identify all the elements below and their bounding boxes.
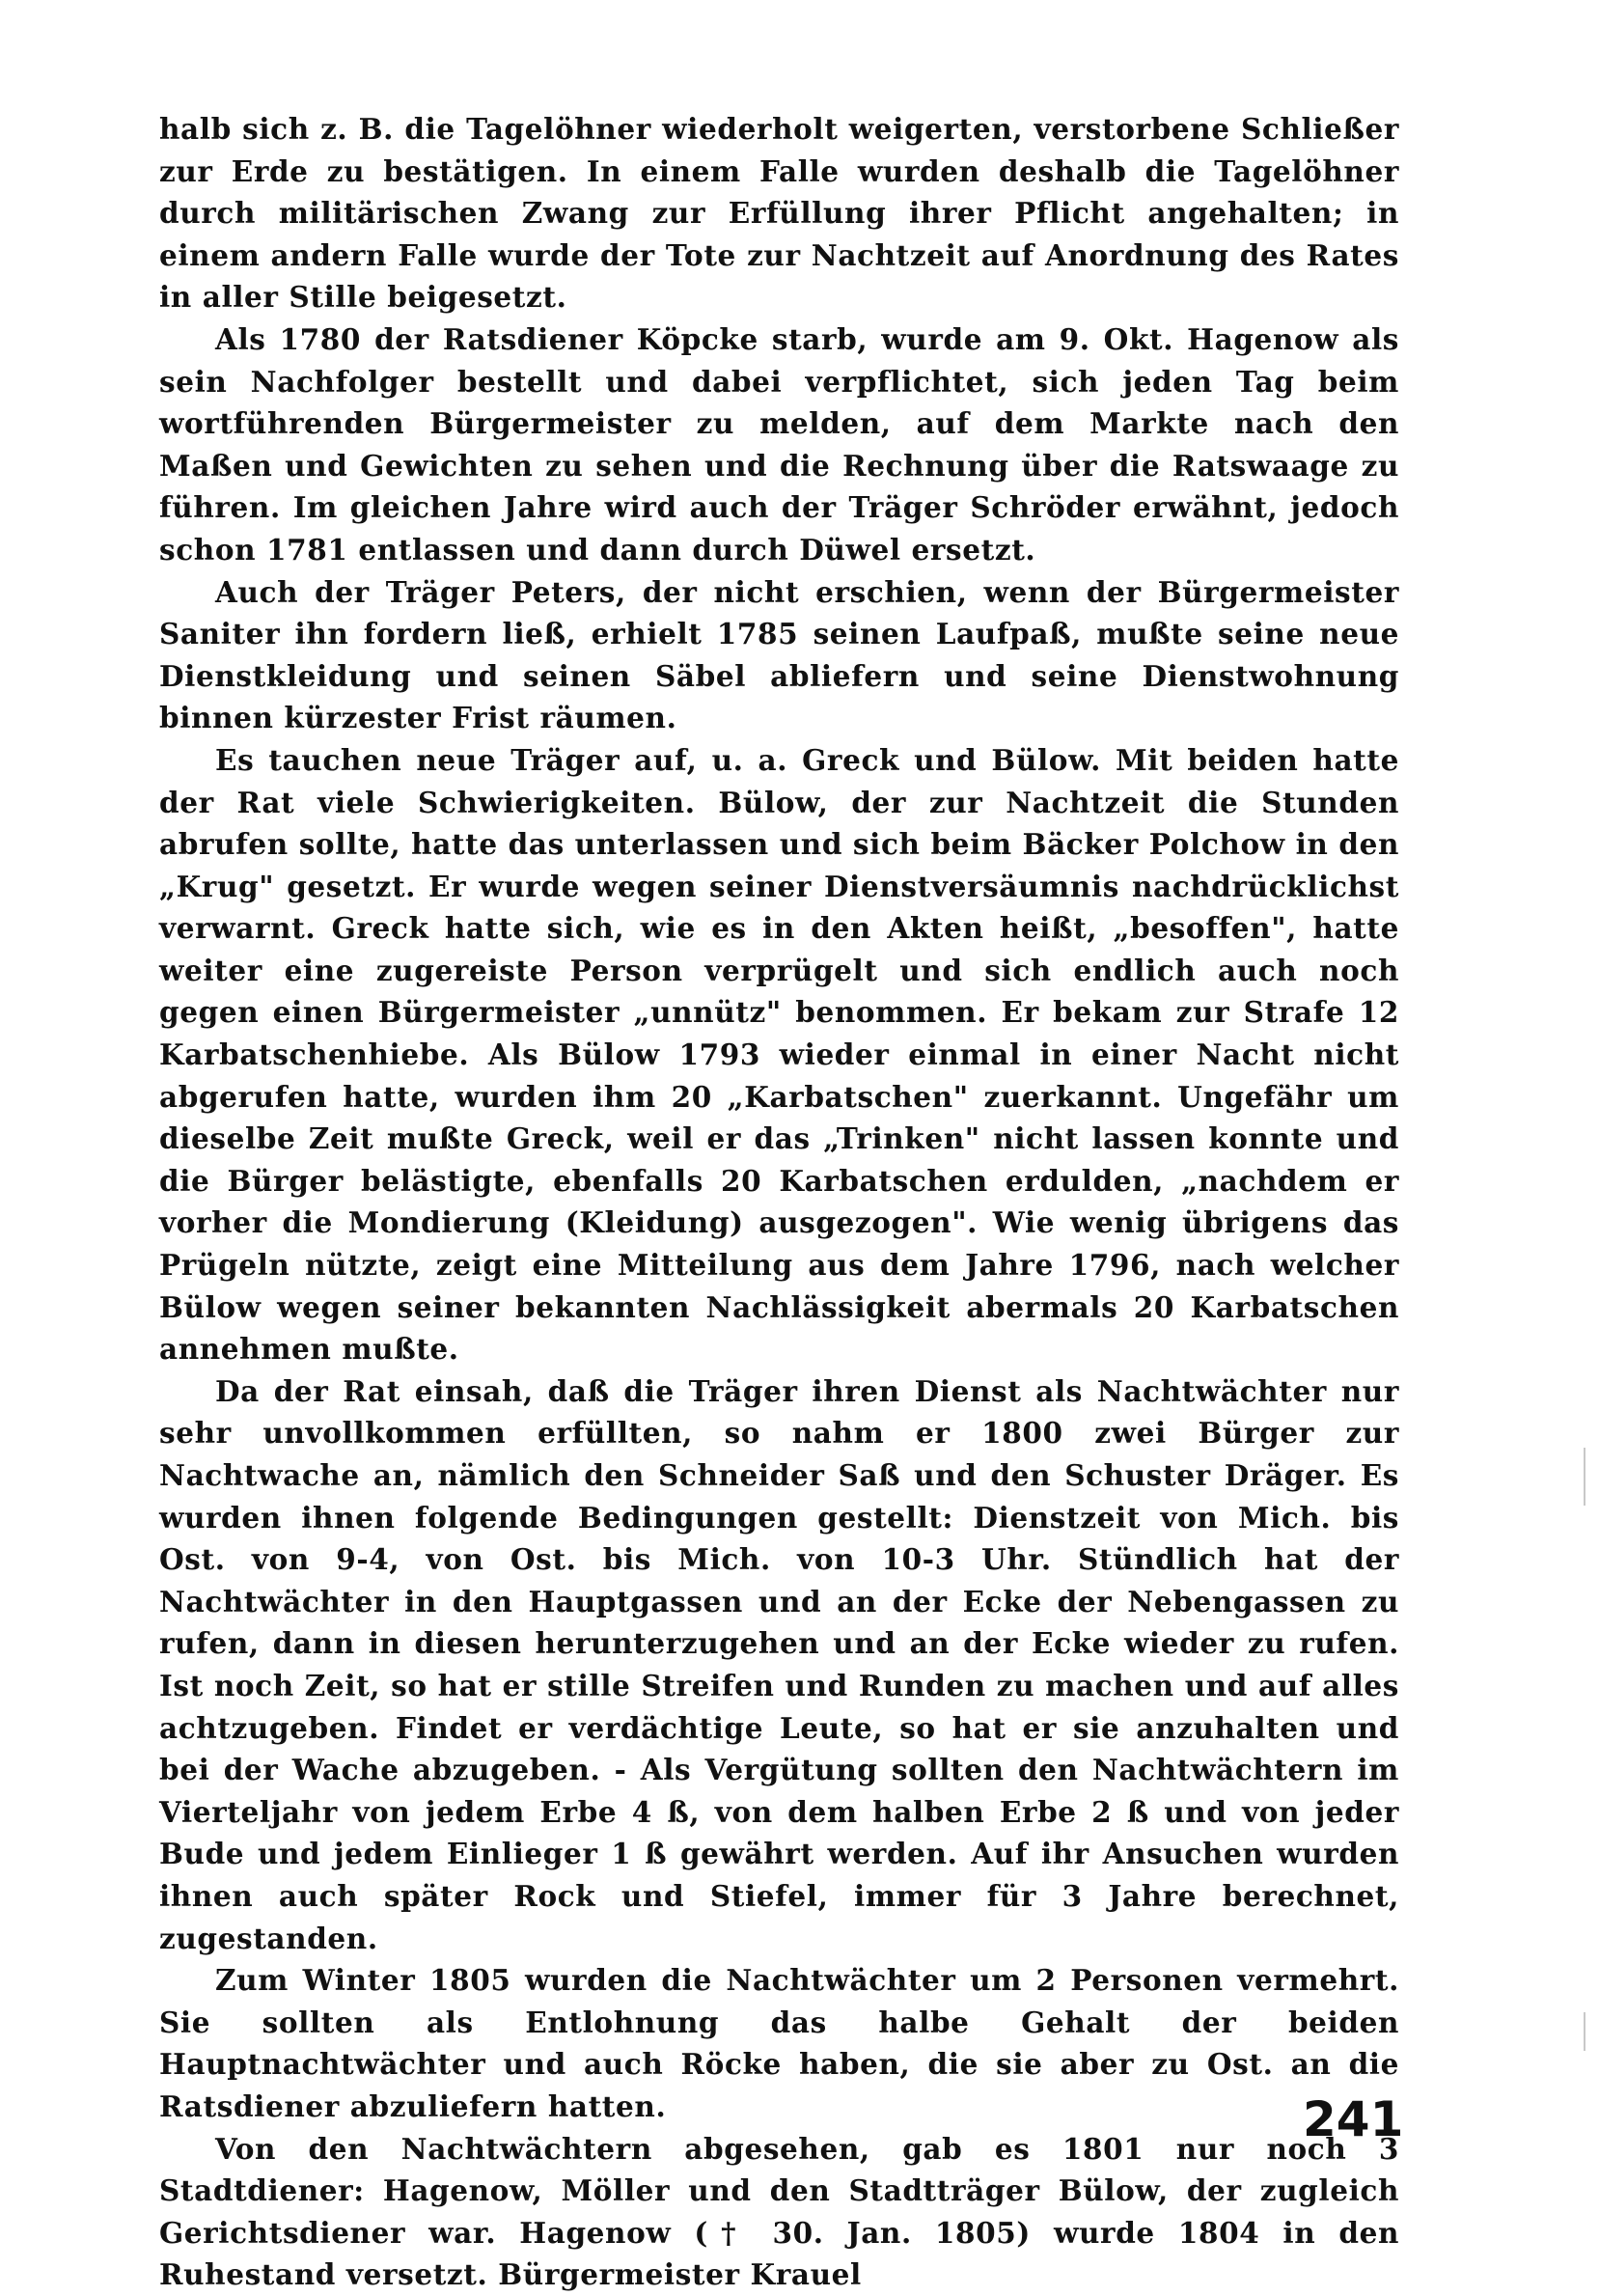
- paragraph-ratsdiener: Als 1780 der Ratsdiener Köpcke starb, wurde am 9. Okt. Hagenow als sein Nachfolger bestellt und dabei verpflichtet, sich jeden Tag beim wortführenden Bürgermeister zu melden, auf dem Markte nach den Maßen und Gewichten zu sehen und die Rechnung über die Ratswaage zu führen. Im gleichen Jahre wird auch der Träger Schröder erwähnt, jedoch schon 1781 entlassen und dann durch Düwel ersetzt.: [159, 321, 1399, 567]
- paragraph-greck-buelow: Es tauchen neue Träger auf, u. a. Greck und Bülow. Mit beiden hatte der Rat viele Schwierigkeiten. Bülow, der zur Nachtzeit die Stunden abrufen sollte, hatte das unterlassen und sich beim Bäcker Polchow in den „Krug" gesetzt. Er wurde wegen seiner Dienstversäumnis nachdrücklichst verwarnt. Greck hatte sich, wie es in den Akten heißt, „besoffen", hatte weiter eine zugereiste Person verprügelt und sich endlich auch noch gegen einen Bürgermeister „unnütz" benommen. Er bekam zur Strafe 12 Karbatschenhiebe. Als Bülow 1793 wieder einmal in einer Nacht nicht abgerufen hatte, wurden ihm 20 „Karbatschen" zuerkannt. Ungefähr um dieselbe Zeit mußte Greck, weil er das „Trinken" nicht lassen konnte und die Bürger belästigte, ebenfalls 20 Karbatschen erdulden, „nachdem er vorher die Mondierung (Kleidung) ausgezogen". Wie wenig übrigens das Prügeln nützte, zeigt eine Mitteilung aus dem Jahre 1796, nach welcher Bülow wegen seiner bekannten Nachlässigkeit abermals 20 Karbatschen annehmen mußte.: [159, 742, 1399, 1367]
- paragraph-stadtdiener: Von den Nachtwächtern abgesehen, gab es 1801 nur noch 3 Stadtdiener: Hagenow, Möller und den Stadtträger Bülow, der zugleich Gerichtsdiener war. Hagenow († 30. Jan. 1805) wurde 1804 in den Ruhestand versetzt. Bürgermeister Krauel: [159, 2131, 1399, 2292]
- paragraph-winter-1805: Zum Winter 1805 wurden die Nachtwächter um 2 Personen vermehrt. Sie sollten als Entlohnung das halbe Gehalt der beiden Hauptnachtwächter und auch Röcke haben, die sie aber zu Ost. an die Ratsdiener abzuliefern hatten.: [159, 1963, 1399, 2123]
- paragraph-peters: Auch der Träger Peters, der nicht erschien, wenn der Bürgermeister Saniter ihn fordern ließ, erhielt 1785 seinen Laufpaß, mußte seine neue Dienstkleidung und seinen Säbel abliefern und seine Dienstwohnung binnen kürzester Frist räumen.: [159, 574, 1399, 735]
- page-number: 241: [1303, 2091, 1404, 2147]
- paragraph-continuation: halb sich z. B. die Tagelöhner wiederholt weigerten, verstorbene Schließer zur Erde zu bestätigen. In einem Falle wurden deshalb die Tagelöhner durch militärischen Zwang zur Erfüllung ihrer Pflicht angehalten; in einem andern Falle wurde der Tote zur Nachtzeit auf Anordnung des Rates in aller Stille beigesetzt.: [159, 112, 1399, 315]
- scan-edge-mark: [1584, 1448, 1585, 1506]
- paragraph-nachtwache: Da der Rat einsah, daß die Träger ihren Dienst als Nachtwächter nur sehr unvollkommen erfüllten, so nahm er 1800 zwei Bürger zur Nachtwache an, nämlich den Schneider Saß und den Schuster Dräger. Es wurden ihnen folgende Bedingungen gestellt: Dienstzeit von Mich. bis Ost. von 9-4, von Ost. bis Mich. von 10-3 Uhr. Stündlich hat der Nachtwächter in den Hauptgassen und an der Ecke der Nebengassen zu rufen, dann in diesen herunterzugehen und an der Ecke wieder zu rufen. Ist noch Zeit, so hat er stille Streifen und Runden zu machen und auf alles achtzugeben. Findet er verdächtige Leute, so hat er sie anzuhalten und bei der Wache abzugeben. - Als Vergütung sollten den Nachtwächtern im Vierteljahr von jedem Erbe 4 ß, von dem halben Erbe 2 ß und von jeder Bude und jedem Einlieger 1 ß gewährt werden. Auf ihr Ansuchen wurden ihnen auch später Rock und Stiefel, immer für 3 Jahre berechnet, zugestanden.: [159, 1373, 1399, 1955]
- scan-edge-mark: [1584, 2012, 1585, 2051]
- body-text: [159, 108, 1404, 2296]
